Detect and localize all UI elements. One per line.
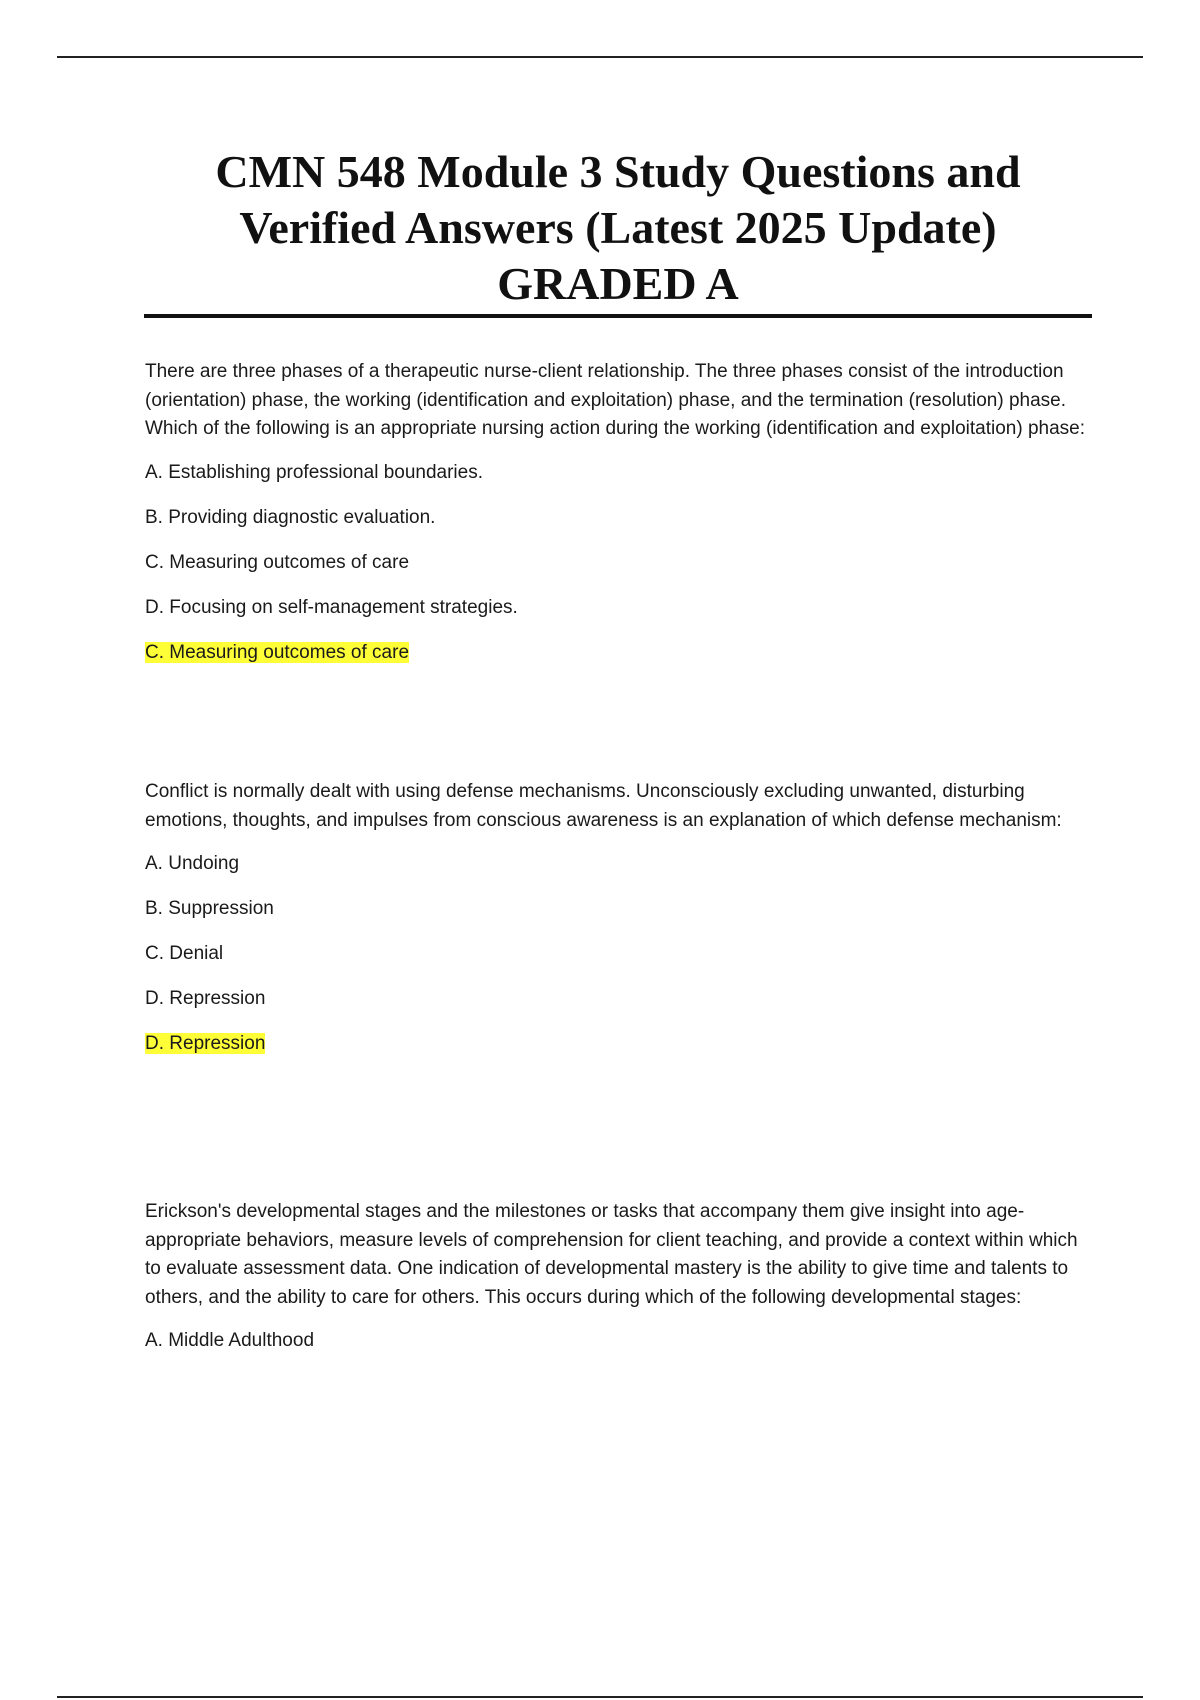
answer-option-b: B. Suppression [145,898,274,919]
correct-answer [145,639,1095,667]
answer-option-d: D. Repression [145,988,266,1009]
document-body [145,358,1095,1372]
question-text: Erickson's developmental stages and the milestones or tasks that accompany them give insight into age-appropriate behaviors, measure levels of comprehension for client teaching, and provide a context within which to evaluate assessment data. One indication of developmental mastery is the ability to give time and talents to others, and the ability to care for others. This occurs during which of the following developmental stages: [145,1201,1078,1308]
question-text: Conflict is normally dealt with using defense mechanisms. Unconsciously excluding unwanted, disturbing emotions, thoughts, and impulses from conscious awareness is an explanation of which defense mechanism: [145,781,1062,831]
title-line-1: CMN 548 Module 3 Study Questions and [215,146,1021,197]
answer-option-b: B. Providing diagnostic evaluation. [145,506,436,528]
title-line-2: Verified Answers (Latest 2025 Update) [239,202,997,253]
question-block-3 [145,1198,1095,1355]
answer-option-a: A. Middle Adulthood [145,1330,315,1351]
correct-answer-highlight: D. Repression [145,1033,266,1054]
answer-option-c: C. Measuring outcomes of care [145,551,410,573]
answer-option-a: A. Undoing [145,853,240,874]
page-bottom-rule [57,1696,1143,1698]
correct-answer [145,1030,1095,1058]
question-text: There are three phases of a therapeutic nurse-client relationship. The three phases consist of the introduction (orientation) phase, the working (identification and exploitation) phase, and the termination (resolution) phase. Which of the following is an appropriate nursing action during the working (identification and exploitation) phase: [145,361,1085,439]
page-top-rule [57,56,1143,58]
title-line-3: GRADED A [497,258,739,309]
correct-answer-highlight: C. Measuring outcomes of care [145,641,410,663]
document-title [144,144,1092,318]
answer-option-c: C. Denial [145,943,224,964]
answer-option-a: A. Establishing professional boundaries. [145,461,483,483]
question-block-1 [145,358,1095,778]
answer-option-d: D. Focusing on self-management strategies. [145,596,518,618]
question-block-2 [145,778,1095,1198]
